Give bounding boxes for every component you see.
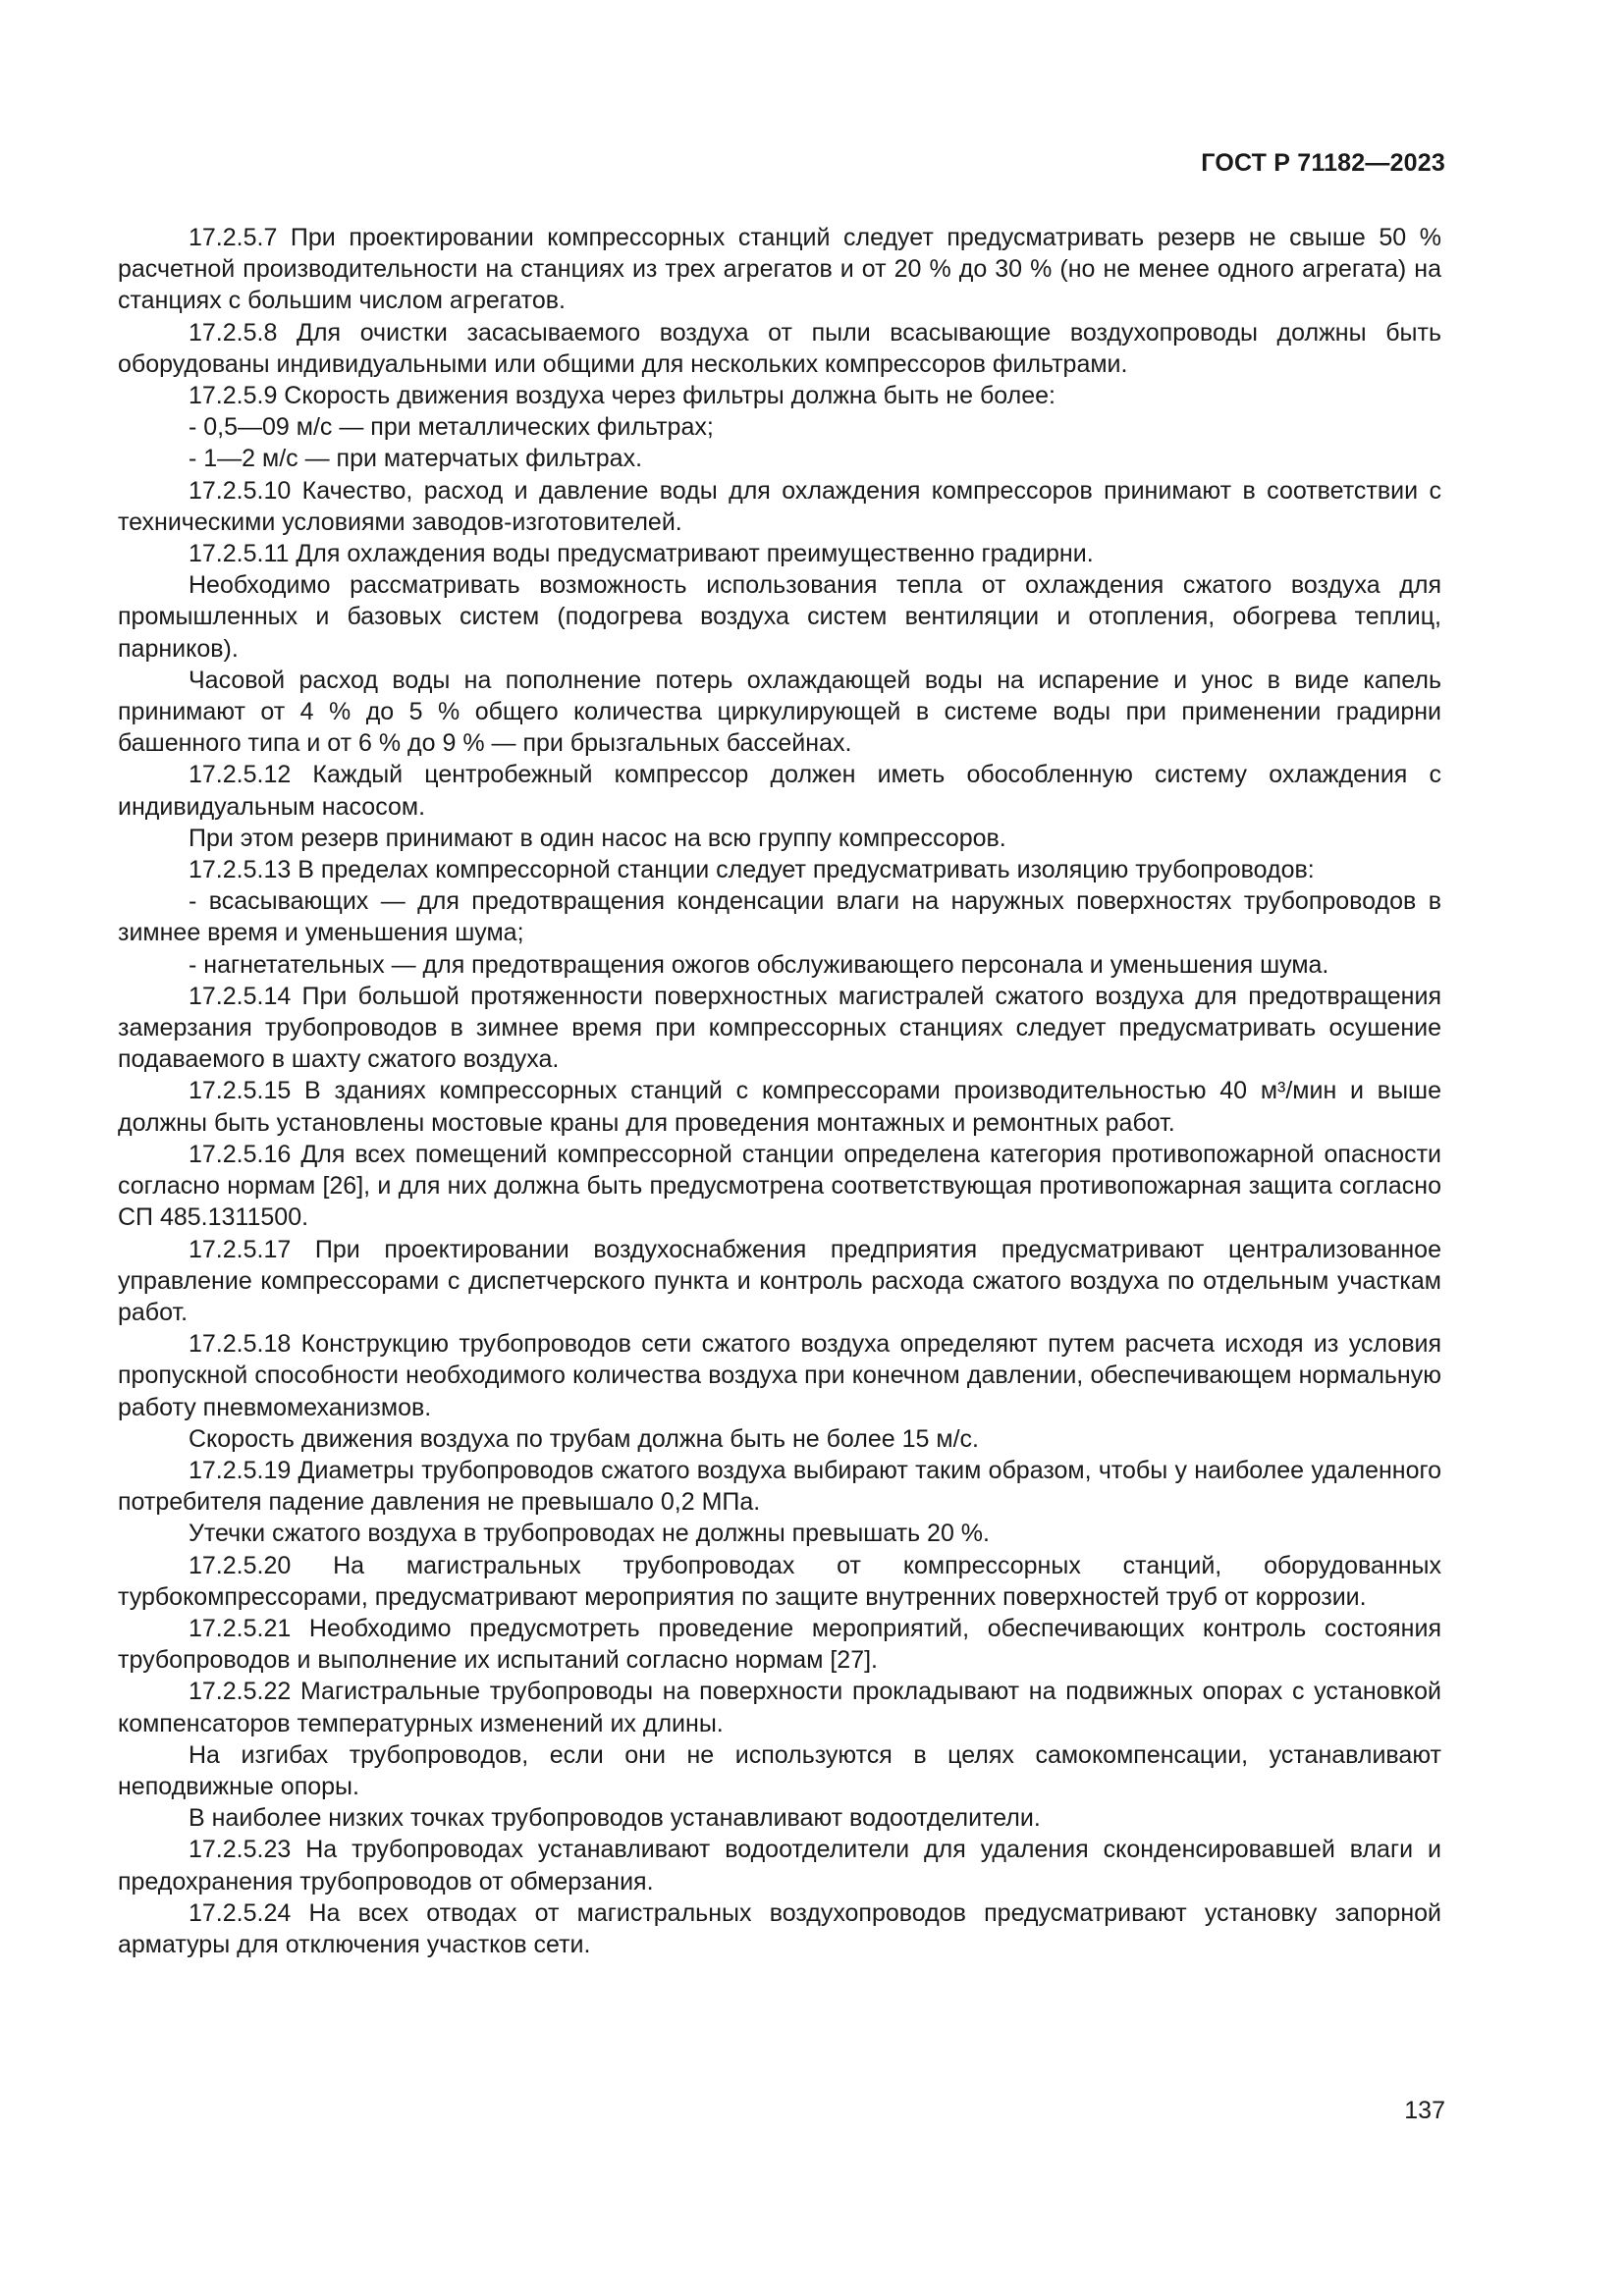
paragraph: При этом резерв принимают в один насос на всю группу компрессоров.: [189, 824, 1006, 852]
page-number: 137: [1404, 2097, 1445, 2124]
paragraph: 17.2.5.13 В пределах компрессорной станции следует предусматривать изоляцию трубопроводов:: [189, 856, 1315, 884]
paragraph: Утечки сжатого воздуха в трубопроводах не должны превышать 20 %.: [189, 1520, 990, 1548]
list-item: - нагнетательных — для предотвращения ожогов обслуживающего персонала и уменьшения шума.: [189, 950, 1329, 979]
paragraph: 17.2.5.15 В зданиях компрессорных станций с компрессорами производительностью 40 м³/мин и выше должны быть установлены мостовые краны для проведения монтажных и ремонтных работ.: [118, 1077, 1441, 1137]
paragraph: 17.2.5.16 Для всех помещений компрессорной станции определена категория противопожарной опасности согласно нормам [26], и для них должна быть предусмотрена соответствующая противопожарная защита согласно СП 485.1311500.: [118, 1140, 1441, 1232]
list-item: - всасывающих — для предотвращения конденсации влаги на наружных поверхностях трубопроводов в зимнее время и уменьшения шума;: [118, 887, 1441, 947]
paragraph: 17.2.5.23 На трубопроводах устанавливают водоотделители для удаления сконденсировавшей влаги и предохранения трубопроводов от обмерзания.: [118, 1836, 1441, 1896]
paragraph: Часовой расход воды на пополнение потерь охлаждающей воды на испарение и унос в виде капель принимают от 4 % до 5 % общего количества циркулирующей в системе воды при применении градирни башенного типа и от 6 % до 9 % — при брызгальных бассейнах.: [118, 666, 1441, 758]
paragraph: Необходимо рассматривать возможность использования тепла от охлаждения сжатого воздуха для промышленных и базовых систем (подогрева воздуха систем вентиляции и отопления, обогрева теплиц, парников).: [118, 571, 1441, 663]
list-item: - 1—2 м/с — при матерчатых фильтрах.: [189, 445, 643, 473]
paragraph: 17.2.5.7 При проектировании компрессорных станций следует предусматривать резерв не свыше 50 % расчетной производительности на станциях из трех агрегатов и от 20 % до 30 % (но не менее одного агрегата) на станциях с большим числом агрегатов.: [118, 224, 1441, 315]
document-header: ГОСТ Р 71182—2023: [1201, 149, 1445, 177]
paragraph: 17.2.5.8 Для очистки засасываемого воздуха от пыли всасывающие воздухопроводы должны быть оборудованы индивидуальными или общими для нескольких компрессоров фильтрами.: [118, 318, 1441, 378]
paragraph: 17.2.5.9 Скорость движения воздуха через фильтры должна быть не более:: [189, 382, 1056, 410]
paragraph: На изгибах трубопроводов, если они не используются в целях самокомпенсации, устанавливают неподвижные опоры.: [118, 1740, 1441, 1800]
paragraph: 17.2.5.17 При проектировании воздухоснабжения предприятия предусматривают централизованное управление компрессорами с диспетчерского пункта и контроль расхода сжатого воздуха по отдельным участкам работ.: [118, 1235, 1441, 1326]
paragraph: Скорость движения воздуха по трубам должна быть не более 15 м/с.: [189, 1424, 979, 1453]
paragraph: 17.2.5.18 Конструкцию трубопроводов сети сжатого воздуха определяют путем расчета исходя из условия пропускной способности необходимого количества воздуха при конечном давлении, обеспечивающем нормальную работу пневмомеханизмов.: [118, 1330, 1441, 1421]
paragraph: 17.2.5.24 На всех отводах от магистральных воздухопроводов предусматривают установку запорной арматуры для отключения участков сети.: [118, 1898, 1441, 1958]
paragraph: 17.2.5.21 Необходимо предусмотреть проведение мероприятий, обеспечивающих контроль состояния трубопроводов и выполнение их испытаний согласно нормам [27].: [118, 1614, 1441, 1675]
list-item: - 0,5—09 м/с — при металлических фильтрах;: [189, 413, 714, 442]
paragraph: 17.2.5.14 При большой протяженности поверхностных магистралей сжатого воздуха для предотвращения замерзания трубопроводов в зимнее время при компрессорных станциях следует предусматривать осушение подаваемого в шахту сжатого воздуха.: [118, 982, 1441, 1074]
document-body: [118, 222, 1441, 1960]
paragraph: 17.2.5.22 Магистральные трубопроводы на поверхности прокладывают на подвижных опорах с установкой компенсаторов температурных изменений их длины.: [118, 1678, 1441, 1737]
paragraph: 17.2.5.12 Каждый центробежный компрессор должен иметь обособленную систему охлаждения с индивидуальным насосом.: [118, 761, 1441, 821]
paragraph: 17.2.5.20 На магистральных трубопроводах от компрессорных станций, оборудованных турбокомпрессорами, предусматривают мероприятия по защите внутренних поверхностей труб от коррозии.: [118, 1551, 1441, 1611]
paragraph: 17.2.5.10 Качество, расход и давление воды для охлаждения компрессоров принимают в соответствии с техническими условиями заводов-изготовителей.: [118, 476, 1441, 536]
paragraph: 17.2.5.11 Для охлаждения воды предусматривают преимущественно градирни.: [189, 540, 1094, 568]
paragraph: 17.2.5.19 Диаметры трубопроводов сжатого воздуха выбирают таким образом, чтобы у наиболее удаленного потребителя падение давления не превышало 0,2 МПа.: [118, 1456, 1441, 1517]
paragraph: В наиболее низких точках трубопроводов устанавливают водоотделители.: [189, 1804, 1041, 1833]
